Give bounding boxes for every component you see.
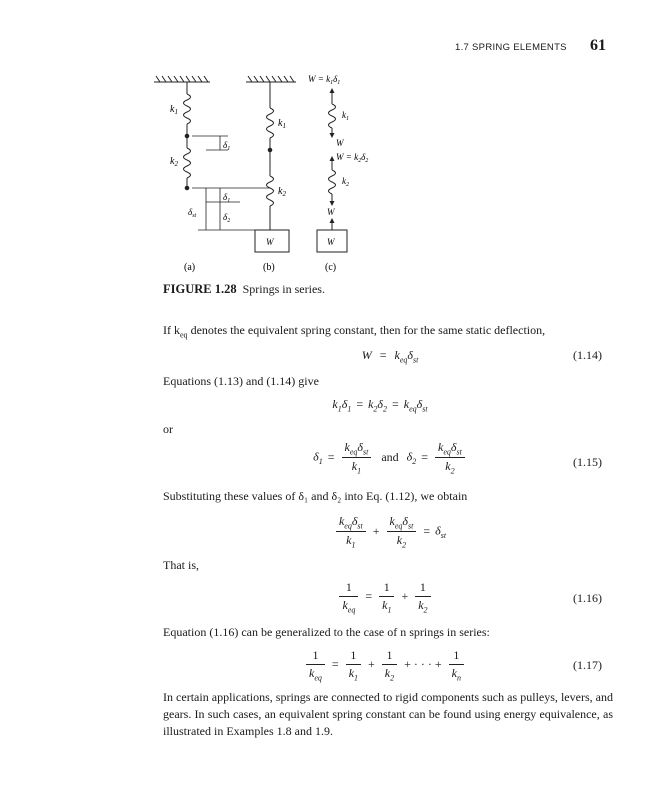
label-b: (b) xyxy=(263,262,275,273)
equation-substituted: $\frac{k_{eq}\delta_{st}}{k_1}$ + $\frac{k_{eq}\delta_{st}}{k_2}$ = $\delta_{st}$ xyxy=(320,514,460,550)
running-head: 1.7 SPRING ELEMENTS xyxy=(455,42,567,53)
page-number: 61 xyxy=(590,37,606,54)
figure-caption-text: Springs in series. xyxy=(242,282,325,296)
paragraph-6: Equation (1.16) can be generalized to the case of n springs in series: xyxy=(163,625,490,639)
svg-text:W: W xyxy=(266,237,274,247)
ground-b xyxy=(246,76,296,82)
svg-text:k2: $k_2$ xyxy=(278,186,286,198)
svg-text:δ1: $\delta_1$ xyxy=(223,140,231,152)
equation-number-1-14: (1.14) xyxy=(573,348,602,362)
equation-number-1-15: (1.15) xyxy=(573,455,602,469)
svg-text:k1: $k_1$ xyxy=(342,110,349,122)
figure-caption xyxy=(163,282,325,297)
spring-b xyxy=(255,82,289,252)
paragraph-7: In certain applications, springs are connected to rigid components such as pulleys, levers, and gears. In such cases, an equivalent spring constant can be found using energy equivalence, as illustrated in Examples 1.8 and 1.9. xyxy=(163,690,613,738)
label-k1-a: $k_1$ xyxy=(170,104,178,116)
svg-text:W: W xyxy=(327,237,335,247)
svg-text:δ1: $\delta_1$ xyxy=(223,192,231,204)
label-k2-a: $k_2$ xyxy=(170,156,178,168)
svg-text:W = k1δ1: $W = k_1\delta_1$ xyxy=(308,74,341,86)
svg-text:W: W xyxy=(327,207,335,217)
ground-a xyxy=(154,76,210,82)
equation-1-14: $W = k_{eq}\delta_{st}$ xyxy=(361,348,419,365)
paragraph-3: or xyxy=(163,422,173,436)
svg-text:k2: $k_2$ xyxy=(342,176,349,188)
svg-text:W = k2δ2: $W = k_2\delta_2$ xyxy=(336,152,369,164)
svg-text:δst: $\delta_{st}$ xyxy=(188,207,197,219)
springs-in-series-figure xyxy=(150,70,390,275)
svg-text:δ2: $\delta_2$ xyxy=(223,212,231,224)
svg-text:W: W xyxy=(336,138,344,148)
paragraph-4: Substituting these values of δ₁ and δ₂ into Eq. (1.12), we obtain xyxy=(163,489,468,503)
svg-text:k1: $k_1$ xyxy=(278,118,286,130)
figure-caption-label: FIGURE 1.28 xyxy=(163,282,237,296)
equation-series-equal: $k_1\delta_1 = k_2\delta_2 = k_{eq}\delta_{st}$ xyxy=(332,397,428,414)
equation-1-16: $\frac{1}{k_{eq}}$ = $\frac{1}{k_1}$ + $\frac{1}{k_2}$ xyxy=(330,580,440,614)
paragraph-2: Equations (1.13) and (1.14) give xyxy=(163,374,319,388)
label-a: (a) xyxy=(184,262,196,273)
label-c: (c) xyxy=(325,262,337,273)
equation-1-15: $\delta_1$ = $\frac{k_{eq}\delta_{st}}{k_1}$ and $\delta_2$ = $\frac{k_{eq}\delta_{st}}{k_2}$ xyxy=(300,440,480,476)
paragraph-1: If $k_{eq}$ denotes the equivalent spring constant, then for the same static deflection, xyxy=(163,323,546,340)
equation-number-1-16: (1.16) xyxy=(573,591,602,605)
equation-number-1-17: (1.17) xyxy=(573,658,602,672)
equation-1-17: $\frac{1}{k_{eq}}$ = $\frac{1}{k_1}$ + $\frac{1}{k_2}$ + · · · + $\frac{1}{k_n}$ xyxy=(300,648,470,682)
spring-a xyxy=(184,82,191,190)
paragraph-5: That is, xyxy=(163,558,199,572)
